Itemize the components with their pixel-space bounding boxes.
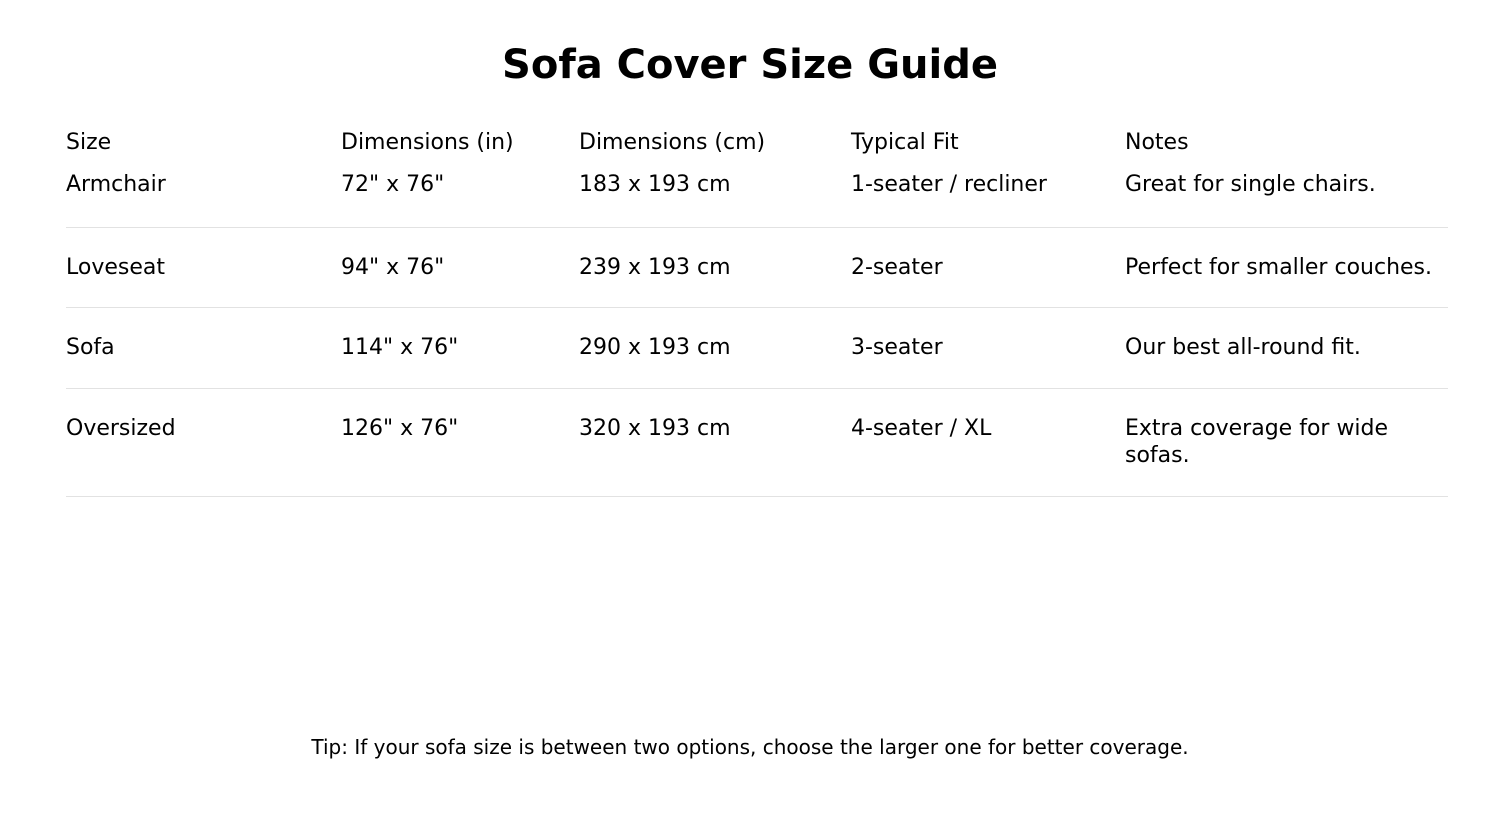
cell-dimensions-cm: 183 x 193 cm: [579, 165, 851, 227]
cell-dimensions-cm: 320 x 193 cm: [579, 388, 851, 496]
column-header-typical-fit: Typical Fit: [851, 130, 959, 155]
column-header-notes: Notes: [1125, 130, 1189, 155]
table-row: [66, 308, 1448, 389]
column-header-size: Size: [66, 130, 112, 155]
size-table: [66, 130, 1448, 497]
cell-notes: Perfect for smaller couches.: [1125, 227, 1448, 308]
column-header-dimensions-cm: Dimensions (cm): [579, 130, 766, 155]
cell-size: Sofa: [66, 308, 341, 389]
cell-typical-fit: 2-seater: [851, 227, 1125, 308]
cell-size: Loveseat: [66, 227, 341, 308]
table-header-row: [66, 130, 1448, 165]
table-header: [66, 130, 1448, 165]
cell-dimensions-in: 72" x 76": [341, 165, 579, 227]
cell-typical-fit: 1-seater / recliner: [851, 165, 1125, 227]
cell-notes: Extra coverage for wide sofas.: [1125, 388, 1448, 496]
cell-dimensions-cm: 290 x 193 cm: [579, 308, 851, 389]
table-row: [66, 165, 1448, 227]
table-row: [66, 388, 1448, 496]
size-table-container: [0, 130, 1500, 497]
cell-dimensions-in: 94" x 76": [341, 227, 579, 308]
column-header-dimensions-in: Dimensions (in): [341, 130, 514, 155]
footer-tip: Tip: If your sofa size is between two options, choose the larger one for better coverage.: [311, 735, 1189, 759]
table-body: [66, 165, 1448, 496]
cell-dimensions-in: 126" x 76": [341, 388, 579, 496]
cell-size: Armchair: [66, 165, 341, 227]
cell-dimensions-cm: 239 x 193 cm: [579, 227, 851, 308]
page-title: Sofa Cover Size Guide: [502, 42, 998, 88]
cell-notes: Great for single chairs.: [1125, 165, 1448, 227]
cell-size: Oversized: [66, 388, 341, 496]
cell-typical-fit: 4-seater / XL: [851, 388, 1125, 496]
cell-dimensions-in: 114" x 76": [341, 308, 579, 389]
cell-notes: Our best all-round fit.: [1125, 308, 1448, 389]
cell-typical-fit: 3-seater: [851, 308, 1125, 389]
table-row: [66, 227, 1448, 308]
